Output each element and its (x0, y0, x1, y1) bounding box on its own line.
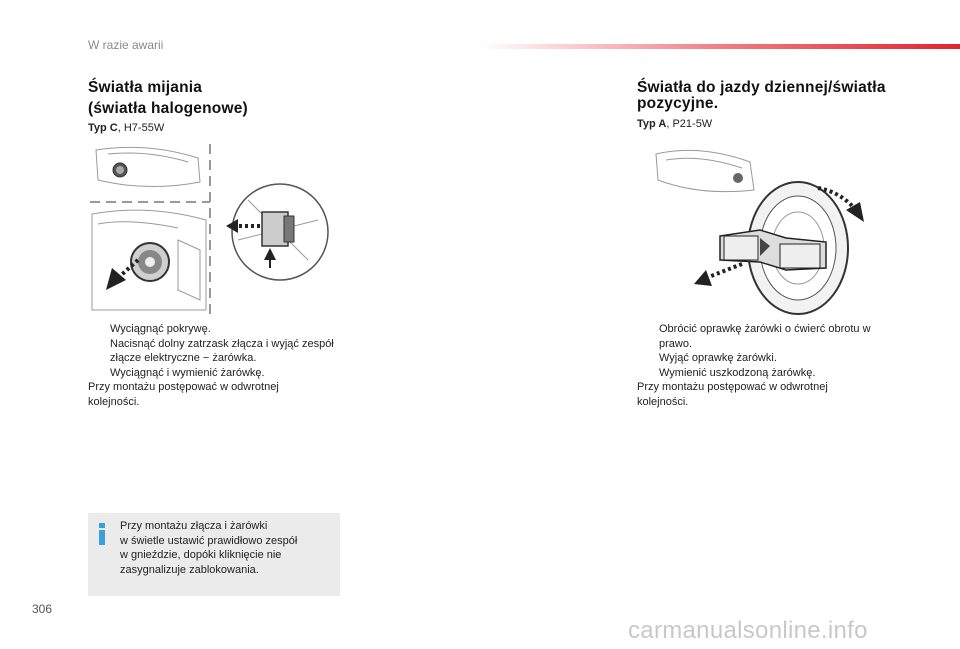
left-title-line1: Światła mijania (88, 79, 203, 96)
right-step-2: Wyjąć oprawkę żarówki. (659, 352, 777, 364)
headlamp-small-sketch (656, 150, 754, 191)
left-title (88, 78, 248, 118)
watermark: carmanualsonline.info (628, 617, 868, 644)
left-type-rest: , H7-55W (117, 122, 165, 134)
info-box (88, 513, 340, 596)
page-number: 306 (32, 602, 53, 616)
headlamp-illustration-left (88, 140, 338, 318)
left-steps (88, 322, 338, 409)
right-type-bold: Typ A (637, 118, 667, 130)
right-type-rest: , P21-5W (666, 118, 713, 130)
left-bulb-type (88, 122, 164, 134)
headlamp-bottom-sketch (92, 210, 206, 310)
right-title-line1: Światła do jazdy dziennej/światła (637, 79, 886, 96)
right-steps (637, 322, 887, 409)
connector-detail-circle (226, 184, 328, 280)
bulb-holder-disc (720, 182, 848, 314)
left-step-2: Nacisnąć dolny zatrzask złącza i wyjąć zespół złącze elektryczne − żarówka. (110, 337, 334, 364)
headlamp-top-sketch (96, 147, 200, 186)
right-note-line2: kolejności. (637, 395, 689, 408)
arrow-pull-out-holder (694, 264, 742, 286)
info-text: Przy montażu złącza i żarówki w świetle ustawić prawidłowo zespół w gnieździe, dopóki kliknięcie nie zasygnalizuje zablokowania. (120, 520, 298, 576)
left-step-1: Wyciągnąć pokrywę. (110, 323, 211, 335)
right-title-line2: pozycyjne. (637, 95, 719, 112)
left-note-line2: kolejności. (88, 395, 140, 408)
left-type-bold: Typ C (88, 122, 118, 134)
arrow-remove-cover (106, 260, 138, 290)
info-icon (98, 523, 106, 545)
right-bulb-type (637, 118, 712, 130)
section-header: W razie awarii (88, 38, 164, 52)
right-title (637, 78, 886, 113)
drl-illustration-right (650, 140, 870, 318)
left-title-line2: (światła halogenowe) (88, 100, 248, 117)
left-step-3: Wyciągnąć i wymienić żarówkę. (110, 366, 265, 379)
header-accent-bar (480, 44, 960, 49)
right-step-3: Wymienić uszkodzoną żarówkę. (659, 366, 816, 379)
right-note-line1: Przy montażu postępować w odwrotnej (637, 381, 828, 393)
right-step-1: Obrócić oprawkę żarówki o ćwierć obrotu w prawo. (659, 323, 871, 350)
left-note-line1: Przy montażu postępować w odwrotnej (88, 381, 279, 393)
